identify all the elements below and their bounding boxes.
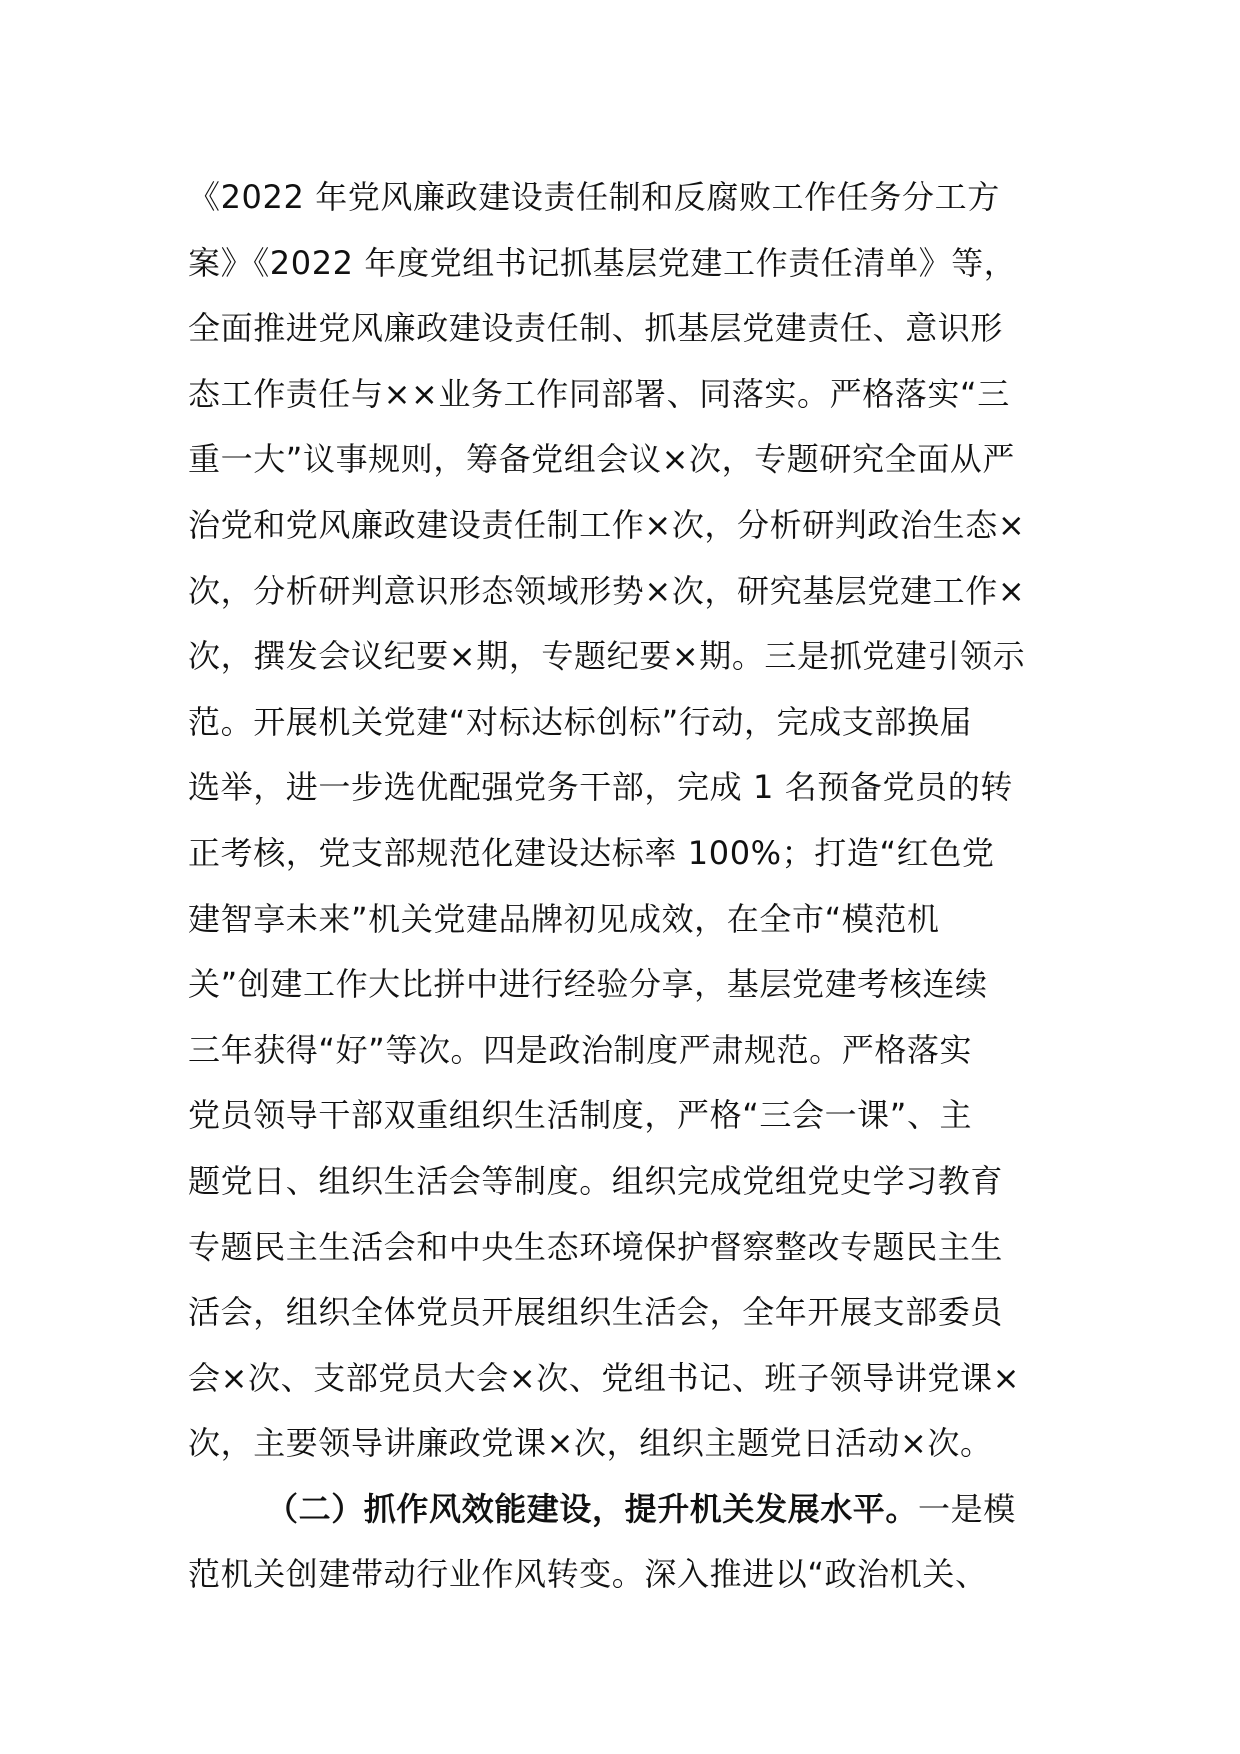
text-line: 三年获得“好”等次。四是政治制度严肃规范。严格落实 (188, 1030, 973, 1069)
text-line: 全面推进党风廉政建设责任制、抓基层党建责任、意识形 (188, 309, 1004, 348)
section-heading: （二）抓作风效能建设，提升机关发展水平。 (266, 1489, 919, 1528)
text-line (188, 1477, 1068, 1543)
text-line: 态工作责任与××业务工作同部署、同落实。严格落实“三 (188, 374, 1010, 413)
text-line: 重一大”议事规则，筹备党组会议×次，专题研究全面从严 (188, 440, 1015, 479)
paragraph-2 (188, 1477, 1068, 1608)
text-line: 治党和党风廉政建设责任制工作×次，分析研判政治生态× (188, 505, 1026, 544)
text-line: 党员领导干部双重组织生活制度，严格“三会一课”、主 (188, 1096, 973, 1135)
text-line: 关”创建工作大比拼中进行经验分享，基层党建考核连续 (188, 965, 988, 1004)
text-line: 范。开展机关党建“对标达标创标”行动，完成支部换届 (188, 702, 973, 741)
document-body (188, 165, 1068, 1608)
text-run: 一是模 (918, 1489, 1016, 1528)
text-line: 专题民主生活会和中央生态环境保护督察整改专题民主生 (188, 1227, 1004, 1266)
text-line: 次，分析研判意识形态领域形势×次，研究基层党建工作× (188, 571, 1026, 610)
text-line: 题党日、组织生活会等制度。组织完成党组党史学习教育 (188, 1161, 1004, 1200)
text-line: 会×次、支部党员大会×次、党组书记、班子领导讲党课× (188, 1358, 1021, 1397)
text-line: 活会，组织全体党员开展组织生活会，全年开展支部委员 (188, 1293, 1004, 1332)
text-line: 案》《2022 年度党组书记抓基层党建工作责任清单》等， (188, 243, 1017, 282)
text-line: 范机关创建带动行业作风转变。深入推进以“政治机关、 (188, 1555, 988, 1594)
text-line: 《2022 年党风廉政建设责任制和反腐败工作任务分工方 (188, 178, 1000, 216)
paragraph-1 (188, 165, 1068, 1477)
text-line: 建智享未来”机关党建品牌初见成效，在全市“模范机 (188, 899, 940, 938)
text-line: 正考核，党支部规范化建设达标率 100%；打造“红色党 (188, 833, 995, 872)
text-line: 次，撰发会议纪要×期，专题纪要×期。三是抓党建引领示 (188, 637, 1026, 676)
text-line: 选举，进一步选优配强党务干部，完成 1 名预备党员的转 (188, 768, 1013, 807)
text-line: 次，主要领导讲廉政党课×次，组织主题党日活动×次。 (188, 1424, 993, 1463)
